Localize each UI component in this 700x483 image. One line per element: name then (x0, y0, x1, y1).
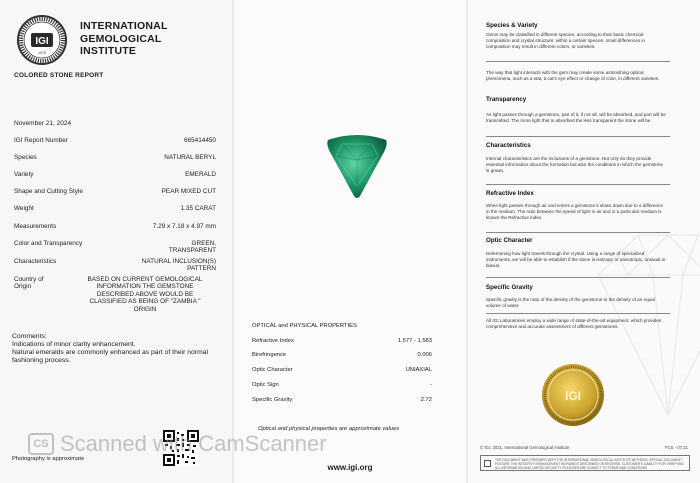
svg-text:IGI: IGI (35, 36, 49, 47)
camscanner-text: Scanned with CamScanner (60, 431, 327, 457)
section-body: Gems may be classified in different species, according to their basic chemical composition and crystal structure; within a certain species, small differences in composition may result in different colors, or varieties. (486, 32, 645, 49)
row-value: 1.35 CARAT (180, 205, 216, 212)
divider (486, 61, 670, 62)
row-label: Country of Origin (14, 276, 44, 291)
camscanner-logo-icon: CS (28, 433, 54, 455)
disclaimer-box (480, 455, 690, 471)
section-title: Species & Variety (486, 22, 538, 29)
divider (486, 277, 670, 278)
disclaimer-text: THE DOCUMENT WAS PREPARED WITH THE INTERNATIONAL GEMOLOGICAL INSTITUTE METHODS. SPECIAL DOCUMENT FEATURE THE INTEGRITY ENHANCEMENT WORDINGS DESCRIBED ON REVERSE. CUSTOMER'S LIABILITY FOR VERIFYING ALL INFORMATION AND LIMITED SECURITY FEATURES ARE SUBJECT TO TERMS AND CONDITIONS (495, 458, 684, 470)
report-row-origin (14, 276, 216, 316)
property-label: Specific Gravity (252, 397, 293, 403)
document-icon (484, 460, 491, 467)
row-value: GREEN, TRANSPARENT (168, 240, 216, 255)
property-label: Refractive Index (252, 338, 294, 344)
property-label: Optic Character (252, 367, 293, 373)
divider (486, 232, 670, 233)
property-value: 2.72 (420, 397, 432, 403)
section-body: When light passes through air and enters a gemstone it slows down due to a difference in the medium. The ratio between the speed of light in air and in a particular medium is known the Refractive index. (486, 203, 663, 220)
igi-logo-icon (16, 14, 68, 66)
row-label: Species (14, 154, 37, 161)
property-label: Birefringence (252, 352, 287, 358)
section-body: The way that light interacts with the gem may create some astonishing optical phenomena, such as a star, a cat's eye effect or change of color, in different varieties. (486, 70, 660, 81)
report-row-color (14, 240, 216, 256)
row-label: Variety (14, 171, 34, 178)
row-value: 665414450 (184, 137, 216, 144)
row-value: 7.29 x 7.18 x 4.97 mm (152, 223, 216, 230)
divider (486, 184, 670, 185)
section-title: Transparency (486, 96, 527, 103)
approximate-note: Optical and physical properties are approximate values (258, 426, 400, 432)
row-value: NATURAL INCLUSION(S) PATTERN (141, 258, 216, 273)
property-value: - (430, 382, 432, 388)
report-date: November 21, 2024 (14, 120, 72, 127)
section-title: Specific Gravity (486, 284, 533, 291)
section-body: All IGI Laboratories employ a wide range of state-of-the-art equipment, which provides comprehensive and accurate assessment of different gemstones. (486, 318, 662, 329)
row-label: Measurements (14, 223, 57, 230)
section-body: Determining how light travels through the crystal. Using a range of specialized instruments, we will be able to establish if the stone is isotropic or anisotropic, uniaxial or biaxial. (486, 251, 666, 268)
row-value: PEAR MIXED CUT (161, 188, 216, 195)
section-body: Internal characteristics are the inclusions of a gemstone. Not only do they provide essential information about the formation but also the conditions in which the gemstone is grown. (486, 156, 663, 173)
website-link[interactable]: www.igi.org (327, 463, 373, 472)
camscanner-watermark (28, 430, 388, 456)
row-value: BASED ON CURRENT GEMOLOGICAL INFORMATION THE GEMSTONE DESCRIBED ABOVE WOULD BE CLASSIFIED AS BEING OF "ZAMBIA " ORIGIN (87, 276, 203, 313)
row-value: EMERALD (185, 171, 216, 178)
institute-name (80, 20, 168, 58)
row-label: Color and Transparency (14, 240, 83, 247)
section-title: Refractive Index (486, 190, 534, 197)
svg-text:IGI: IGI (564, 389, 582, 403)
divider (486, 136, 670, 137)
photo-note: Photography is approximate (12, 456, 85, 462)
comment-line: Natural emeralds are commonly enhanced as part of their normal fashioning process. (12, 349, 209, 364)
property-value: 0.006 (417, 352, 432, 358)
row-label: Shape and Cutting Style (14, 188, 83, 195)
report-row-characteristics (14, 258, 216, 274)
comment-line: Indications of minor clarity enhancement. (12, 341, 136, 348)
copyright: © IGI, 2021, International Gemological Institute (480, 445, 570, 450)
form-code: FCS - 07.21 (664, 445, 688, 450)
report-middle-panel (234, 0, 466, 483)
report-type: COLORED STONE REPORT (14, 72, 104, 79)
property-value: UNIAXIAL (405, 367, 432, 373)
property-value: 1.577 - 1.583 (397, 338, 432, 344)
row-label: Characteristics (14, 258, 57, 265)
divider (486, 313, 670, 314)
property-label: Optic Sign (252, 382, 279, 388)
section-body: Specific gravity is the ratio of the density of the gemstone to the density of an equal volume of water. (486, 297, 655, 308)
row-label: Weight (14, 205, 34, 212)
properties-title: OPTICAL and PHYSICAL PROPERTIES (252, 323, 357, 329)
gold-seal-icon (540, 362, 606, 428)
institute-line: INSTITUTE (80, 45, 137, 57)
institute-line: INTERNATIONAL (80, 20, 168, 32)
svg-text:1975: 1975 (38, 51, 46, 55)
emerald-gem-image (322, 130, 392, 200)
row-value: NATURAL BERYL (164, 154, 216, 161)
comments (12, 333, 224, 365)
section-body: As light passes through a gemstone, part of it, if not all, will be absorbed, and part will be transmitted. The more light that is absorbed the less transparent the stone will be. (486, 112, 666, 123)
report-right-panel (468, 0, 700, 483)
comments-title: Comments: (12, 333, 47, 340)
report-left-panel (0, 0, 232, 483)
section-title: Optic Character (486, 237, 533, 244)
row-label: IGI Report Number (14, 137, 68, 144)
institute-line: GEMOLOGICAL (80, 32, 162, 45)
section-title: Characteristics (486, 142, 531, 149)
